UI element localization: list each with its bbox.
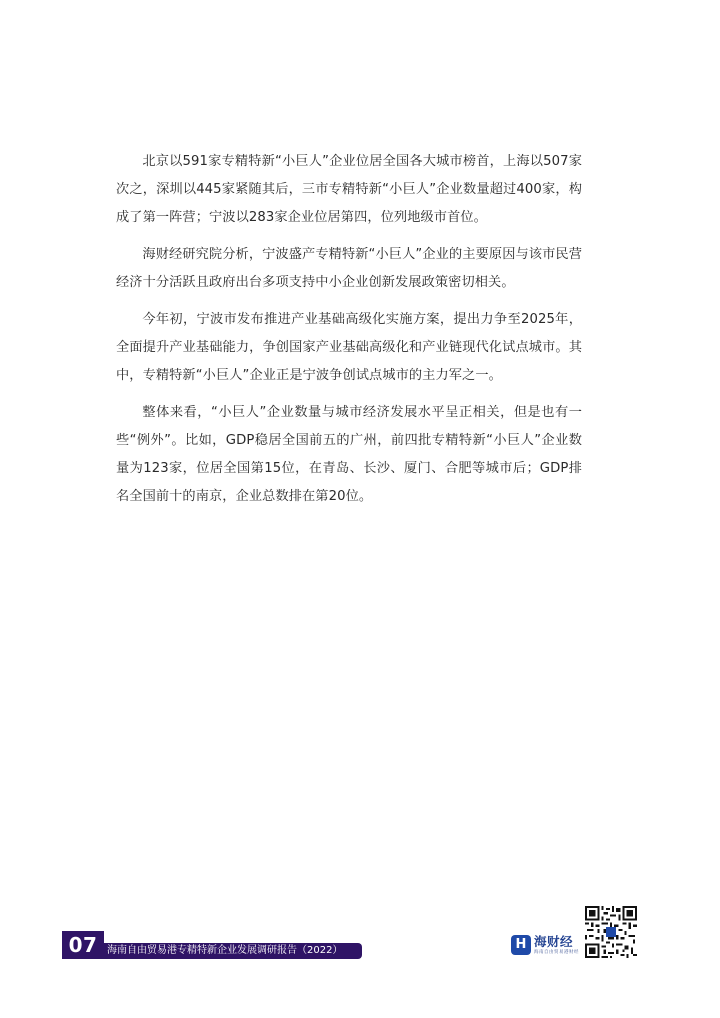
qr-code-icon — [585, 906, 637, 958]
paragraph-1: 北京以591家专精特新“小巨人”企业位居全国各大城市榜首，上海以507家次之，深圳以445家紧随其后，三市专精特新“小巨人”企业数量超过400家，构成了第一阵营；宁波以283家企业位居第四，位列地级市首位。 — [116, 154, 582, 225]
haicaijing-logo — [511, 934, 591, 960]
paragraph-2: 海财经研究院分析，宁波盛产专精特新“小巨人”企业的主要原因与该市民营经济十分活跃且政府出台多项支持中小企业创新发展政策密切相关。 — [116, 247, 582, 290]
article-body — [116, 148, 582, 520]
logo-name: 海财经 — [534, 934, 574, 949]
haicaijing-logo-icon: H — [511, 935, 531, 955]
page-footer — [62, 931, 362, 959]
page-number: 07 — [62, 931, 104, 959]
report-title: 海南自由贸易港专精特新企业发展调研报告（2022） — [104, 943, 362, 959]
paragraph-4: 整体来看，“小巨人”企业数量与城市经济发展水平呈正相关，但是也有一些“例外”。比如，GDP稳居全国前五的广州，前四批专精特新“小巨人”企业数量为123家，位居全国第15位，在青岛、长沙、厦门、合肥等城市后；GDP排名全国前十的南京，企业总数排在第20位。 — [116, 405, 582, 504]
paragraph-3: 今年初，宁波市发布推进产业基础高级化实施方案，提出力争至2025年，全面提升产业基础能力，争创国家产业基础高级化和产业链现代化试点城市。其中，专精特新“小巨人”企业正是宁波争创试点城市的主力军之一。 — [116, 312, 582, 383]
logo-tagline: 海南自由贸易港财经 — [534, 950, 579, 955]
